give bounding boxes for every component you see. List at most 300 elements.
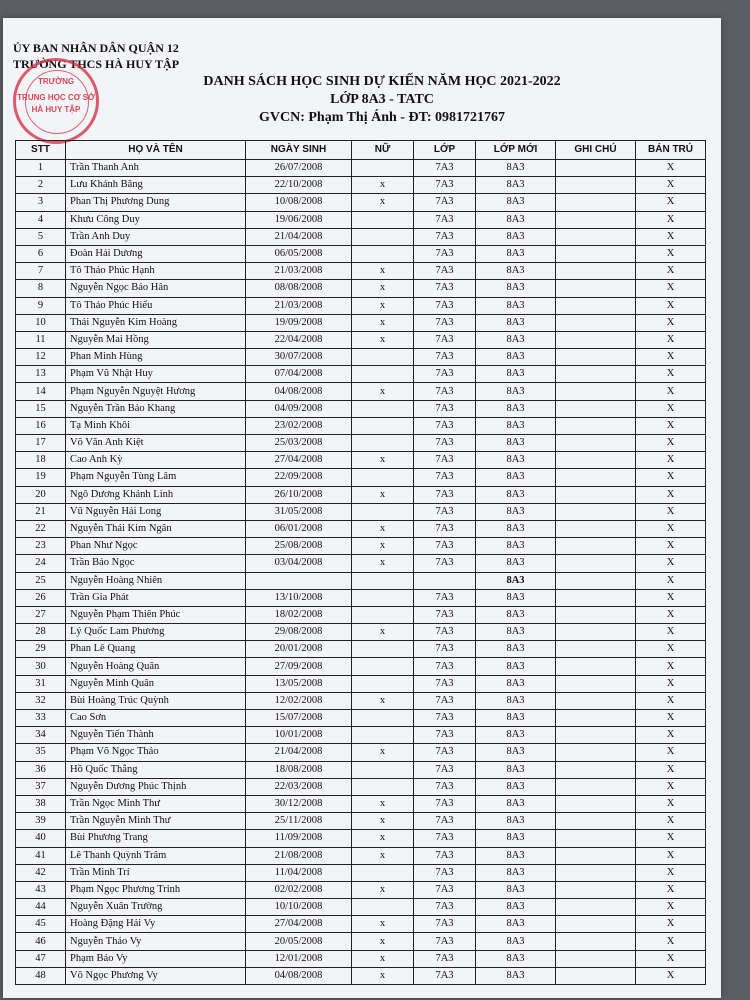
table-row <box>16 314 706 331</box>
col-note-cell <box>556 314 636 331</box>
col-boarding-cell: X <box>636 366 706 383</box>
col-name-cell: Nguyễn Phạm Thiên Phúc <box>66 606 246 623</box>
col-class-cell: 7A3 <box>414 228 476 245</box>
table-row <box>16 366 706 383</box>
col-name-cell: Ngô Dương Khánh Linh <box>66 486 246 503</box>
col-female-cell: x <box>352 916 414 933</box>
col-stt-header: STT <box>16 141 66 160</box>
table-row <box>16 297 706 314</box>
col-name-cell: Khưu Công Duy <box>66 211 246 228</box>
table-row <box>16 641 706 658</box>
col-boarding-cell: X <box>636 727 706 744</box>
col-note-cell <box>556 692 636 709</box>
col-name-cell: Võ Ngọc Phương Vy <box>66 967 246 984</box>
col-stt-cell: 12 <box>16 349 66 366</box>
table-row <box>16 503 706 520</box>
col-class-cell: 7A3 <box>414 160 476 177</box>
col-stt-cell: 34 <box>16 727 66 744</box>
col-stt-cell: 6 <box>16 245 66 262</box>
col-female-cell: x <box>352 383 414 400</box>
table-row <box>16 486 706 503</box>
col-class-cell: 7A3 <box>414 486 476 503</box>
col-note-cell <box>556 331 636 348</box>
col-female-cell: x <box>352 795 414 812</box>
col-note-cell <box>556 349 636 366</box>
col-note-cell <box>556 967 636 984</box>
col-boarding-cell: X <box>636 486 706 503</box>
col-stt-cell: 28 <box>16 624 66 641</box>
org-line-2: TRƯỜNG THCS HÀ HUY TẬP <box>13 57 180 71</box>
col-class-cell: 7A3 <box>414 933 476 950</box>
col-boarding-cell: X <box>636 675 706 692</box>
table-row <box>16 417 706 434</box>
col-dob-cell: 23/02/2008 <box>246 417 352 434</box>
col-note-cell <box>556 675 636 692</box>
col-dob-cell: 06/01/2008 <box>246 520 352 537</box>
col-stt-cell: 24 <box>16 555 66 572</box>
col-class-cell <box>414 572 476 589</box>
col-boarding-cell: X <box>636 520 706 537</box>
col-name-cell: Phạm Nguyễn Nguyệt Hương <box>66 383 246 400</box>
col-name-cell: Hoàng Đặng Hải Vy <box>66 916 246 933</box>
col-female-cell <box>352 366 414 383</box>
col-name-cell: Phan Lê Quang <box>66 641 246 658</box>
col-note-cell <box>556 795 636 812</box>
table-row <box>16 160 706 177</box>
stamp-line-1: TRƯỜNG <box>37 77 75 86</box>
col-name-cell: Nguyễn Hoàng Nhiên <box>66 572 246 589</box>
col-note-cell <box>556 727 636 744</box>
col-boarding-cell: X <box>636 572 706 589</box>
col-note-cell <box>556 744 636 761</box>
table-body <box>16 160 706 985</box>
col-dob-cell: 30/12/2008 <box>246 795 352 812</box>
col-stt-cell: 25 <box>16 572 66 589</box>
col-class-cell: 7A3 <box>414 967 476 984</box>
col-class-cell: 7A3 <box>414 589 476 606</box>
col-dob-header: NGÀY SINH <box>246 141 352 160</box>
col-female-cell <box>352 572 414 589</box>
col-class-cell: 7A3 <box>414 899 476 916</box>
col-stt-cell: 35 <box>16 744 66 761</box>
col-class-cell: 7A3 <box>414 245 476 262</box>
col-note-cell <box>556 211 636 228</box>
col-stt-cell: 42 <box>16 864 66 881</box>
col-note-cell <box>556 503 636 520</box>
col-stt-cell: 15 <box>16 400 66 417</box>
col-note-cell <box>556 606 636 623</box>
col-class-cell: 7A3 <box>414 177 476 194</box>
table-row <box>16 555 706 572</box>
col-new-class-cell: 8A3 <box>476 950 556 967</box>
col-female-cell: x <box>352 555 414 572</box>
col-stt-cell: 33 <box>16 710 66 727</box>
col-note-cell <box>556 864 636 881</box>
col-boarding-cell: X <box>636 967 706 984</box>
col-dob-cell: 22/04/2008 <box>246 331 352 348</box>
col-female-cell <box>352 727 414 744</box>
col-female-cell: x <box>352 297 414 314</box>
col-boarding-cell: X <box>636 606 706 623</box>
class-line: LỚP 8A3 - TATC <box>330 92 434 107</box>
col-boarding-cell: X <box>636 280 706 297</box>
col-stt-cell: 47 <box>16 950 66 967</box>
col-new-class-cell: 8A3 <box>476 641 556 658</box>
col-class-cell: 7A3 <box>414 452 476 469</box>
col-stt-cell: 17 <box>16 435 66 452</box>
col-note-cell <box>556 933 636 950</box>
col-note-cell <box>556 520 636 537</box>
col-dob-cell: 11/09/2008 <box>246 830 352 847</box>
col-boarding-cell: X <box>636 177 706 194</box>
col-female-cell <box>352 641 414 658</box>
col-name-cell: Nguyễn Trần Bảo Khang <box>66 400 246 417</box>
col-new-class-cell: 8A3 <box>476 160 556 177</box>
col-name-cell: Bùi Phương Trang <box>66 830 246 847</box>
col-class-cell: 7A3 <box>414 916 476 933</box>
col-stt-cell: 36 <box>16 761 66 778</box>
col-new-class-cell: 8A3 <box>476 263 556 280</box>
col-name-cell: Trần Thanh Anh <box>66 160 246 177</box>
col-name-cell: Nguyễn Tiến Thành <box>66 727 246 744</box>
col-dob-cell: 21/03/2008 <box>246 297 352 314</box>
col-female-cell: x <box>352 881 414 898</box>
col-name-cell: Trần Gia Phát <box>66 589 246 606</box>
col-boarding-header: BÁN TRÚ <box>636 141 706 160</box>
col-boarding-cell: X <box>636 314 706 331</box>
col-dob-cell: 25/08/2008 <box>246 538 352 555</box>
col-dob-cell: 04/08/2008 <box>246 383 352 400</box>
table-row <box>16 572 706 589</box>
col-new-class-cell: 8A3 <box>476 486 556 503</box>
col-note-cell <box>556 916 636 933</box>
col-dob-cell: 12/01/2008 <box>246 950 352 967</box>
col-name-cell: Nguyễn Mai Hồng <box>66 331 246 348</box>
col-name-cell: Trần Nguyễn Minh Thư <box>66 813 246 830</box>
col-stt-cell: 30 <box>16 658 66 675</box>
col-stt-cell: 45 <box>16 916 66 933</box>
col-class-cell: 7A3 <box>414 950 476 967</box>
org-line-1: ỦY BAN NHÂN DÂN QUẬN 12 <box>13 41 179 55</box>
table-row <box>16 194 706 211</box>
col-note-cell <box>556 555 636 572</box>
col-stt-cell: 2 <box>16 177 66 194</box>
col-dob-cell: 13/05/2008 <box>246 675 352 692</box>
col-note-cell <box>556 572 636 589</box>
col-female-cell: x <box>352 452 414 469</box>
col-stt-cell: 8 <box>16 280 66 297</box>
col-class-cell: 7A3 <box>414 555 476 572</box>
col-class-cell: 7A3 <box>414 761 476 778</box>
col-dob-cell: 19/06/2008 <box>246 211 352 228</box>
col-new-class-cell: 8A3 <box>476 916 556 933</box>
col-female-cell: x <box>352 538 414 555</box>
col-female-cell <box>352 710 414 727</box>
col-female-cell: x <box>352 692 414 709</box>
col-class-cell: 7A3 <box>414 280 476 297</box>
col-class-cell: 7A3 <box>414 366 476 383</box>
table-row <box>16 675 706 692</box>
col-boarding-cell: X <box>636 417 706 434</box>
col-new-class-cell: 8A3 <box>476 400 556 417</box>
col-boarding-cell: X <box>636 160 706 177</box>
col-new-class-cell: 8A3 <box>476 795 556 812</box>
col-dob-cell: 22/09/2008 <box>246 469 352 486</box>
col-dob-cell: 12/02/2008 <box>246 692 352 709</box>
col-boarding-cell: X <box>636 503 706 520</box>
col-dob-cell: 20/01/2008 <box>246 641 352 658</box>
col-stt-cell: 38 <box>16 795 66 812</box>
col-stt-cell: 43 <box>16 881 66 898</box>
col-stt-cell: 11 <box>16 331 66 348</box>
table-row <box>16 400 706 417</box>
col-stt-cell: 3 <box>16 194 66 211</box>
col-stt-cell: 29 <box>16 641 66 658</box>
col-class-cell: 7A3 <box>414 417 476 434</box>
col-female-cell: x <box>352 744 414 761</box>
col-female-cell: x <box>352 177 414 194</box>
col-dob-cell: 08/08/2008 <box>246 280 352 297</box>
col-new-class-cell: 8A3 <box>476 761 556 778</box>
col-name-cell: Lý Quốc Lam Phương <box>66 624 246 641</box>
col-female-cell <box>352 899 414 916</box>
col-name-cell: Đoàn Hải Dương <box>66 245 246 262</box>
col-stt-cell: 27 <box>16 606 66 623</box>
col-new-class-cell: 8A3 <box>476 589 556 606</box>
col-stt-cell: 46 <box>16 933 66 950</box>
col-stt-cell: 21 <box>16 503 66 520</box>
col-class-cell: 7A3 <box>414 349 476 366</box>
col-dob-cell: 27/04/2008 <box>246 916 352 933</box>
table-row <box>16 245 706 262</box>
table-row <box>16 349 706 366</box>
col-class-cell: 7A3 <box>414 194 476 211</box>
col-class-cell: 7A3 <box>414 813 476 830</box>
col-note-cell <box>556 830 636 847</box>
col-stt-cell: 48 <box>16 967 66 984</box>
col-name-cell: Thái Nguyễn Kim Hoàng <box>66 314 246 331</box>
col-stt-cell: 37 <box>16 778 66 795</box>
col-class-cell: 7A3 <box>414 692 476 709</box>
col-female-cell: x <box>352 830 414 847</box>
col-name-cell: Nguyễn Minh Quân <box>66 675 246 692</box>
col-class-cell: 7A3 <box>414 383 476 400</box>
col-boarding-cell: X <box>636 744 706 761</box>
col-class-cell: 7A3 <box>414 658 476 675</box>
col-female-cell <box>352 211 414 228</box>
col-female-cell: x <box>352 280 414 297</box>
table-row <box>16 469 706 486</box>
col-note-cell <box>556 400 636 417</box>
col-dob-cell: 22/10/2008 <box>246 177 352 194</box>
col-class-cell: 7A3 <box>414 881 476 898</box>
col-name-cell: Nguyễn Hoàng Quân <box>66 658 246 675</box>
col-dob-cell: 03/04/2008 <box>246 555 352 572</box>
col-new-class-cell: 8A3 <box>476 813 556 830</box>
col-female-cell <box>352 658 414 675</box>
table-row <box>16 692 706 709</box>
col-dob-cell: 10/01/2008 <box>246 727 352 744</box>
table-row <box>16 520 706 537</box>
col-dob-cell <box>246 572 352 589</box>
col-name-cell: Tô Thảo Phúc Hạnh <box>66 263 246 280</box>
col-stt-cell: 41 <box>16 847 66 864</box>
col-new-class-cell: 8A3 <box>476 314 556 331</box>
col-boarding-cell: X <box>636 864 706 881</box>
col-new-class-cell: 8A3 <box>476 503 556 520</box>
col-dob-cell: 21/03/2008 <box>246 263 352 280</box>
col-stt-cell: 26 <box>16 589 66 606</box>
table-row <box>16 744 706 761</box>
col-dob-cell: 22/03/2008 <box>246 778 352 795</box>
col-new-class-cell: 8A3 <box>476 933 556 950</box>
col-stt-cell: 4 <box>16 211 66 228</box>
col-name-cell: Vũ Nguyễn Hải Long <box>66 503 246 520</box>
col-name-cell: Trần Minh Trí <box>66 864 246 881</box>
col-class-cell: 7A3 <box>414 641 476 658</box>
col-name-cell: Lê Thanh Quỳnh Trâm <box>66 847 246 864</box>
col-name-cell: Nguyễn Thảo Vy <box>66 933 246 950</box>
table-row <box>16 710 706 727</box>
col-female-cell: x <box>352 520 414 537</box>
col-class-cell: 7A3 <box>414 520 476 537</box>
col-female-header: NỮ <box>352 141 414 160</box>
col-note-cell <box>556 538 636 555</box>
table-row <box>16 899 706 916</box>
col-dob-cell: 18/02/2008 <box>246 606 352 623</box>
col-boarding-cell: X <box>636 710 706 727</box>
col-note-cell <box>556 950 636 967</box>
table-row <box>16 761 706 778</box>
col-boarding-cell: X <box>636 830 706 847</box>
col-name-cell: Phan Như Ngọc <box>66 538 246 555</box>
col-note-cell <box>556 297 636 314</box>
col-boarding-cell: X <box>636 194 706 211</box>
col-name-cell: Hồ Quốc Thắng <box>66 761 246 778</box>
col-boarding-cell: X <box>636 297 706 314</box>
col-dob-cell: 04/09/2008 <box>246 400 352 417</box>
col-name-cell: Bùi Hoàng Trúc Quỳnh <box>66 692 246 709</box>
col-boarding-cell: X <box>636 933 706 950</box>
col-new-class-cell: 8A3 <box>476 555 556 572</box>
col-new-class-cell: 8A3 <box>476 383 556 400</box>
col-boarding-cell: X <box>636 847 706 864</box>
col-stt-cell: 23 <box>16 538 66 555</box>
col-name-cell: Phạm Ngọc Phương Trinh <box>66 881 246 898</box>
col-class-cell: 7A3 <box>414 795 476 812</box>
col-class-cell: 7A3 <box>414 435 476 452</box>
col-note-cell <box>556 452 636 469</box>
col-new-class-cell: 8A3 <box>476 349 556 366</box>
col-name-cell: Lưu Khánh Băng <box>66 177 246 194</box>
col-stt-cell: 22 <box>16 520 66 537</box>
col-new-class-cell: 8A3 <box>476 297 556 314</box>
col-name-cell: Tạ Minh Khôi <box>66 417 246 434</box>
col-stt-cell: 5 <box>16 228 66 245</box>
col-female-cell <box>352 503 414 520</box>
col-female-cell: x <box>352 847 414 864</box>
col-female-cell: x <box>352 933 414 950</box>
col-dob-cell: 30/07/2008 <box>246 349 352 366</box>
col-note-cell <box>556 280 636 297</box>
col-stt-cell: 16 <box>16 417 66 434</box>
col-female-cell: x <box>352 314 414 331</box>
table-row <box>16 435 706 452</box>
col-female-cell: x <box>352 194 414 211</box>
col-note-cell <box>556 177 636 194</box>
col-new-class-cell: 8A3 <box>476 606 556 623</box>
col-new-class-cell: 8A3 <box>476 469 556 486</box>
col-note-cell <box>556 245 636 262</box>
col-dob-cell: 18/08/2008 <box>246 761 352 778</box>
col-dob-cell: 10/10/2008 <box>246 899 352 916</box>
table-row <box>16 383 706 400</box>
col-new-class-header: LỚP MỚI <box>476 141 556 160</box>
col-dob-cell: 27/09/2008 <box>246 658 352 675</box>
col-new-class-cell: 8A3 <box>476 899 556 916</box>
col-new-class-cell: 8A3 <box>476 177 556 194</box>
col-female-cell <box>352 761 414 778</box>
col-new-class-cell: 8A3 <box>476 658 556 675</box>
col-name-header: HỌ VÀ TÊN <box>66 141 246 160</box>
col-class-cell: 7A3 <box>414 297 476 314</box>
col-boarding-cell: X <box>636 245 706 262</box>
col-boarding-cell: X <box>636 950 706 967</box>
col-new-class-cell: 8A3 <box>476 452 556 469</box>
col-dob-cell: 27/04/2008 <box>246 452 352 469</box>
col-name-cell: Phạm Võ Ngọc Thảo <box>66 744 246 761</box>
col-stt-cell: 7 <box>16 263 66 280</box>
col-dob-cell: 06/05/2008 <box>246 245 352 262</box>
col-stt-cell: 44 <box>16 899 66 916</box>
col-boarding-cell: X <box>636 916 706 933</box>
table-row <box>16 967 706 984</box>
table-row <box>16 624 706 641</box>
table-row <box>16 778 706 795</box>
col-class-cell: 7A3 <box>414 830 476 847</box>
col-dob-cell: 25/11/2008 <box>246 813 352 830</box>
student-list-table <box>15 140 706 985</box>
col-boarding-cell: X <box>636 383 706 400</box>
col-new-class-cell: 8A3 <box>476 624 556 641</box>
col-note-cell <box>556 435 636 452</box>
col-new-class-cell: 8A3 <box>476 572 556 589</box>
col-boarding-cell: X <box>636 658 706 675</box>
col-class-cell: 7A3 <box>414 538 476 555</box>
col-boarding-cell: X <box>636 795 706 812</box>
col-female-cell <box>352 469 414 486</box>
col-female-cell <box>352 245 414 262</box>
col-dob-cell: 19/09/2008 <box>246 314 352 331</box>
col-boarding-cell: X <box>636 435 706 452</box>
col-new-class-cell: 8A3 <box>476 520 556 537</box>
col-dob-cell: 21/04/2008 <box>246 744 352 761</box>
col-stt-cell: 39 <box>16 813 66 830</box>
table-row <box>16 933 706 950</box>
col-name-cell: Trần Anh Duy <box>66 228 246 245</box>
col-class-cell: 7A3 <box>414 503 476 520</box>
col-new-class-cell: 8A3 <box>476 692 556 709</box>
col-dob-cell: 04/08/2008 <box>246 967 352 984</box>
col-female-cell <box>352 778 414 795</box>
col-female-cell <box>352 589 414 606</box>
col-note-cell <box>556 263 636 280</box>
col-new-class-cell: 8A3 <box>476 211 556 228</box>
col-name-cell: Nguyễn Xuân Trường <box>66 899 246 916</box>
col-name-cell: Nguyễn Thái Kim Ngân <box>66 520 246 537</box>
col-class-cell: 7A3 <box>414 710 476 727</box>
col-name-cell: Phan Minh Hùng <box>66 349 246 366</box>
